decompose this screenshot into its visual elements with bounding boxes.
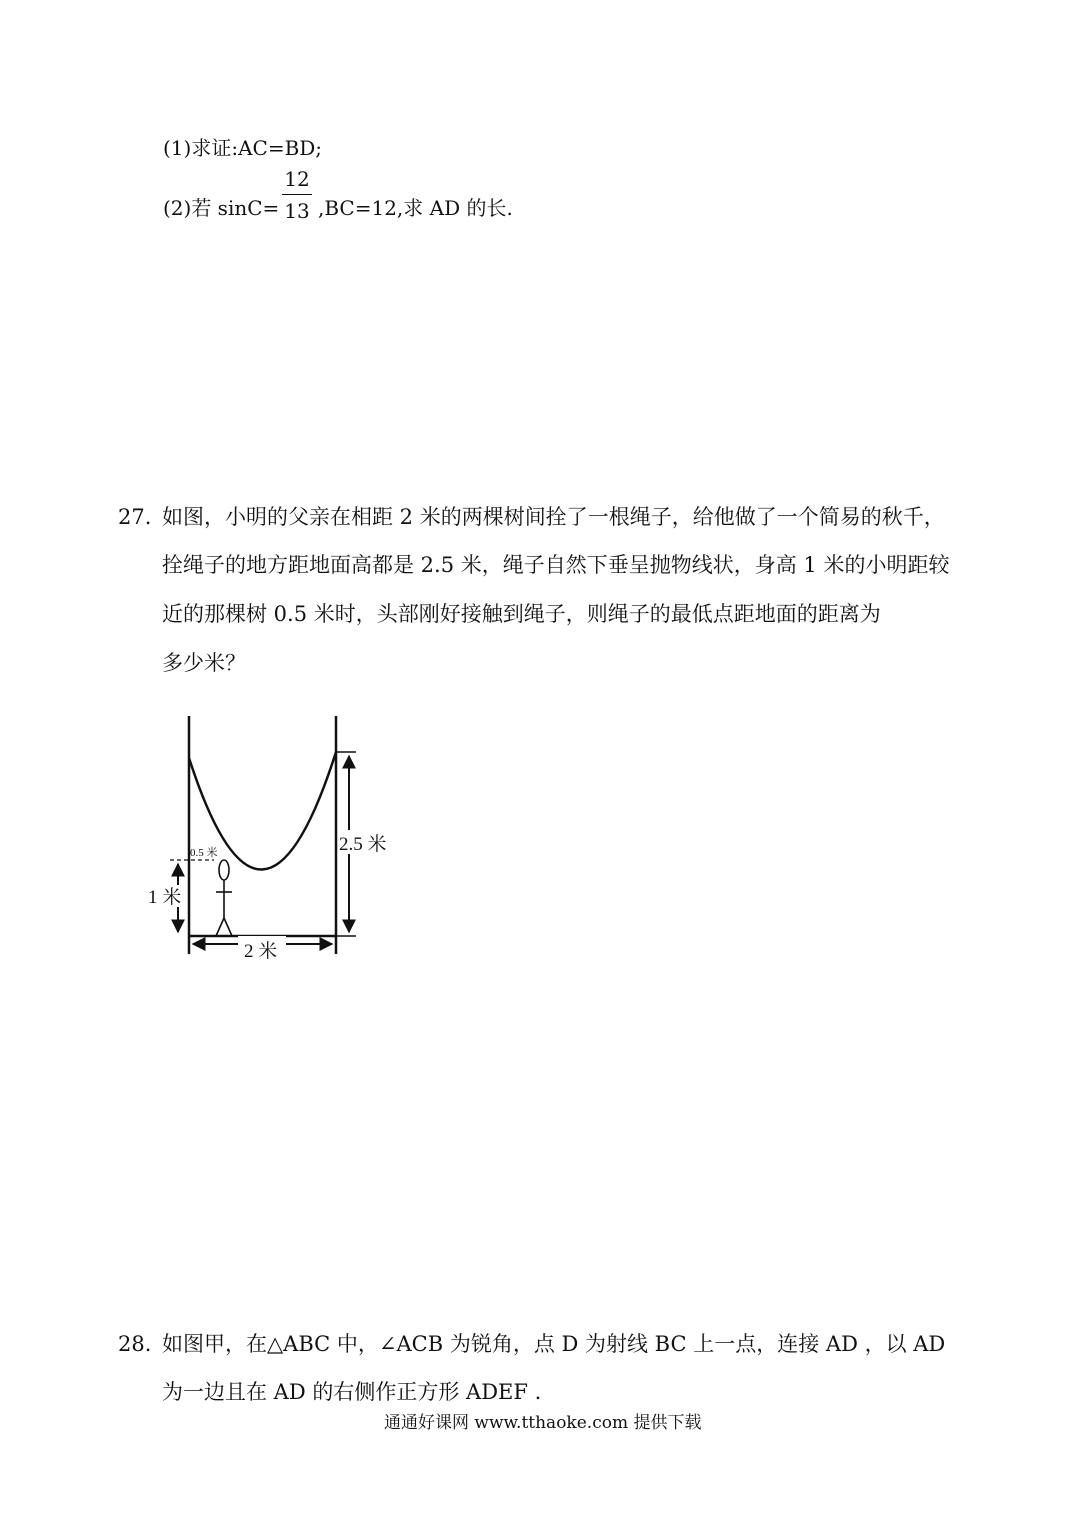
- q27-line4: 多少米？: [162, 651, 246, 675]
- fraction-denominator: 13: [284, 199, 310, 223]
- fraction-numerator: 12: [284, 167, 310, 191]
- q26-part2-suffix: ,BC=12,求 AD 的长.: [318, 196, 513, 220]
- q28-number: 28.: [118, 1332, 152, 1356]
- height-label: 2.5 米: [339, 834, 387, 855]
- offset-label: 0.5 米: [190, 847, 218, 859]
- fraction-12-13: [282, 168, 312, 224]
- fraction-bar: [282, 194, 312, 195]
- q27-line3: 近的那棵树 0.5 米时，头部刚好接触到绳子，则绳子的最低点距地面的距离为: [162, 602, 881, 626]
- person-height-label: 1 米: [148, 887, 182, 908]
- width-label: 2 米: [244, 941, 278, 962]
- q28-line2: 为一边且在 AD 的右侧作正方形 ADEF .: [162, 1380, 542, 1404]
- q27-line2: 拴绳子的地方距地面高都是 2.5 米，绳子自然下垂呈抛物线状，身高 1 米的小明距较: [162, 553, 950, 577]
- q26-part2-prefix: (2)若 sinC=: [163, 196, 280, 220]
- swing-diagram: [140, 710, 410, 970]
- q28-line1: 如图甲，在△ABC 中，∠ACB 为锐角，点 D 为射线 BC 上一点，连接 AD ，以 AD: [162, 1332, 946, 1356]
- q27-number: 27.: [118, 505, 152, 529]
- page-footer: 通通好课网 www.tthaoke.com 提供下载: [384, 1413, 702, 1433]
- person-figure: [216, 860, 232, 936]
- q27-line1: 如图，小明的父亲在相距 2 米的两棵树间拴了一根绳子，给他做了一个简易的秋千，: [162, 505, 945, 529]
- q26-part1: (1)求证:AC=BD;: [163, 136, 323, 160]
